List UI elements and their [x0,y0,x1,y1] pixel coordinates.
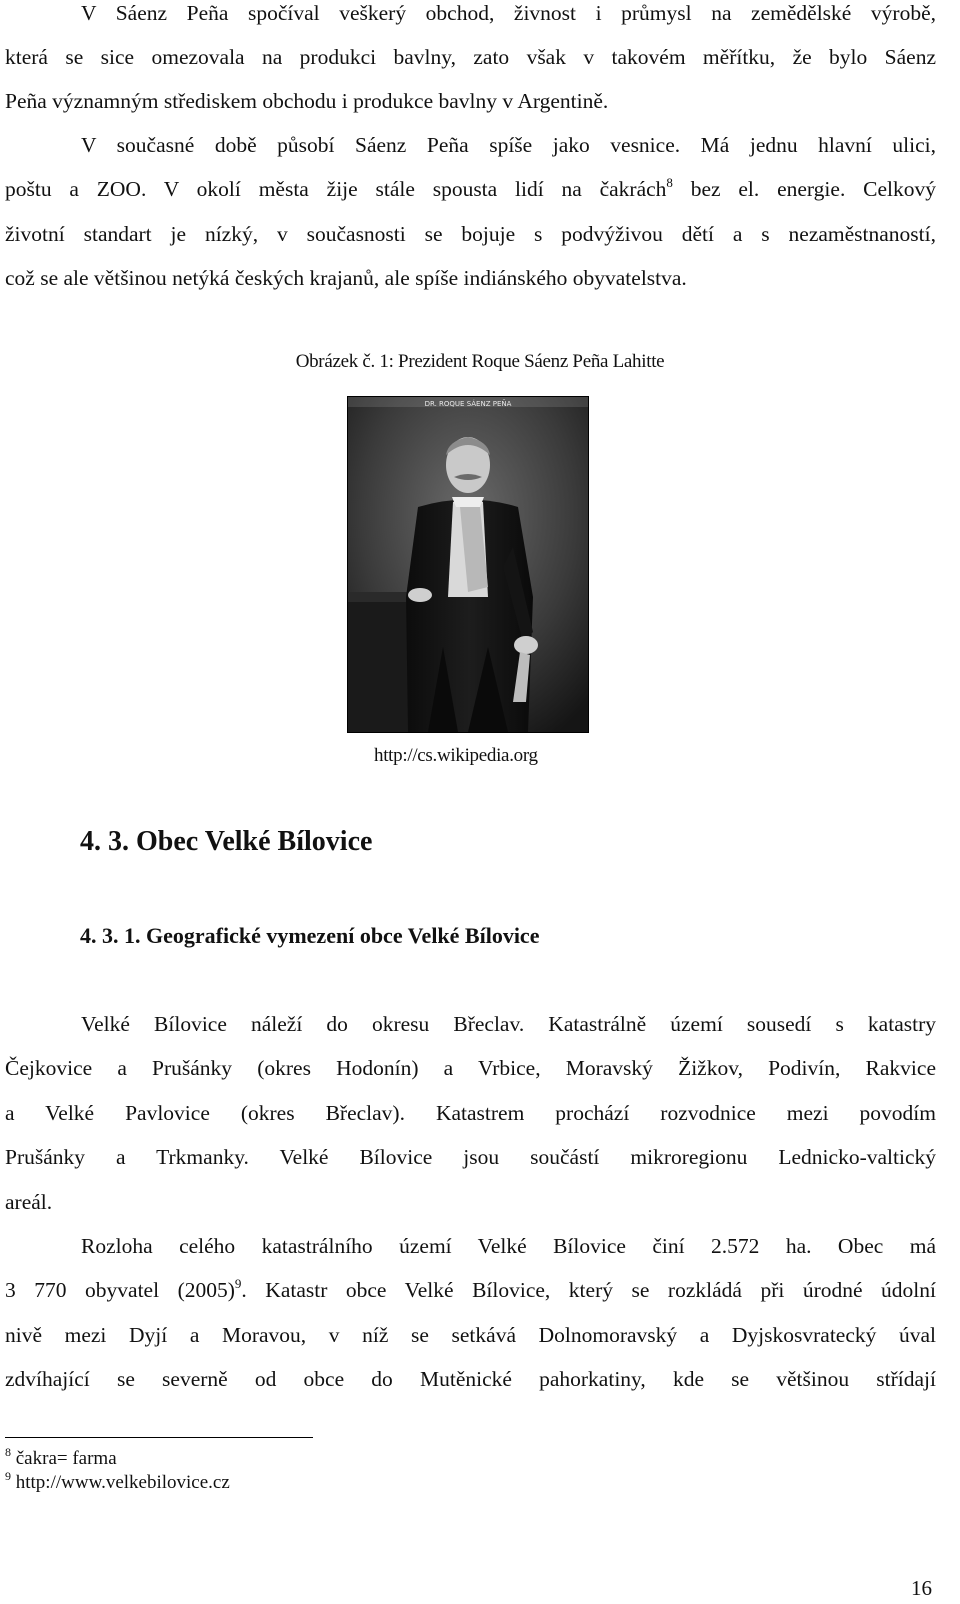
text-line: Peña významným střediskem obchodu i produkce bavlny v Argentině. [5,89,609,113]
text-line: nivě mezi Dyjí a Moravou, v níž se setkává Dolnomoravský a Dyjskosvratecký úval [5,1323,936,1347]
text-line: areál. [5,1190,53,1214]
footnote-text: čakra= farma [11,1448,117,1469]
text-line: zdvíhající se severně od obce do Mutěnické pahorkatiny, kde se většinou střídají [5,1367,936,1391]
text-segment: poštu a ZOO. V okolí města žije stále spousta lidí na čakrách [5,177,667,201]
text-line: V Sáenz Peña spočíval veškerý obchod, živnost i průmysl na zemědělské výrobě, [81,1,936,25]
text-line [5,1277,936,1303]
text-line: což se ale většinou netýká českých krajanů, ale spíše indiánského obyvatelstva. [5,266,687,290]
text-line: Velké Bílovice náleží do okresu Břeclav. Katastrálně území sousedí s katastry [81,1012,936,1036]
footnote-ref: 9 [234,1276,242,1291]
text-line: životní standart je nízký, v současnosti se bojuje s podvýživou dětí a s nezaměstnaností, [5,222,936,246]
text-line [5,176,936,202]
footnote-text: http://www.velkebilovice.cz [11,1472,230,1493]
footnote [5,1445,117,1470]
footnote-number: 9 [5,1469,11,1483]
text-line: Čejkovice a Prušánky (okres Hodonín) a Vrbice, Moravský Žižkov, Podivín, Rakvice [5,1056,936,1080]
footnote [5,1469,230,1494]
page-number: 16 [911,1576,932,1600]
text-segment: bez el. energie. Celkový [672,177,936,201]
text-segment: . Katastr obce Velké Bílovice, který se rozkládá při úrodné údolní [241,1278,936,1302]
subsection-heading: 4. 3. 1. Geografické vymezení obce Velké Bílovice [80,923,540,948]
text-line: Prušánky a Trkmanky. Velké Bílovice jsou součástí mikroregionu Lednicko-valtický [5,1145,936,1169]
text-segment: 3 770 obyvatel (2005) [5,1278,235,1302]
section-heading: 4. 3. Obec Velké Bílovice [80,826,373,857]
text-line: která se sice omezovala na produkci bavlny, zato však v takovém měřítku, že bylo Sáenz [5,45,936,69]
footnote-number: 8 [5,1445,11,1459]
portrait-photo [347,396,589,733]
figure-caption: Obrázek č. 1: Prezident Roque Sáenz Peña Lahitte [295,351,665,372]
text-line: Rozloha celého katastrálního území Velké Bílovice činí 2.572 ha. Obec má [81,1234,936,1258]
figure-source: http://cs.wikipedia.org [374,745,538,766]
text-line: V současné době působí Sáenz Peña spíše jako vesnice. Má jednu hlavní ulici, [81,133,936,157]
text-line: a Velké Pavlovice (okres Břeclav). Katastrem prochází rozvodnice mezi povodím [5,1101,936,1125]
portrait-illustration [348,397,588,732]
photo-inscription: DR. ROQUE SÁENZ PEÑA [424,400,512,408]
footnote-separator [5,1437,313,1438]
footnote-ref: 8 [666,175,673,190]
